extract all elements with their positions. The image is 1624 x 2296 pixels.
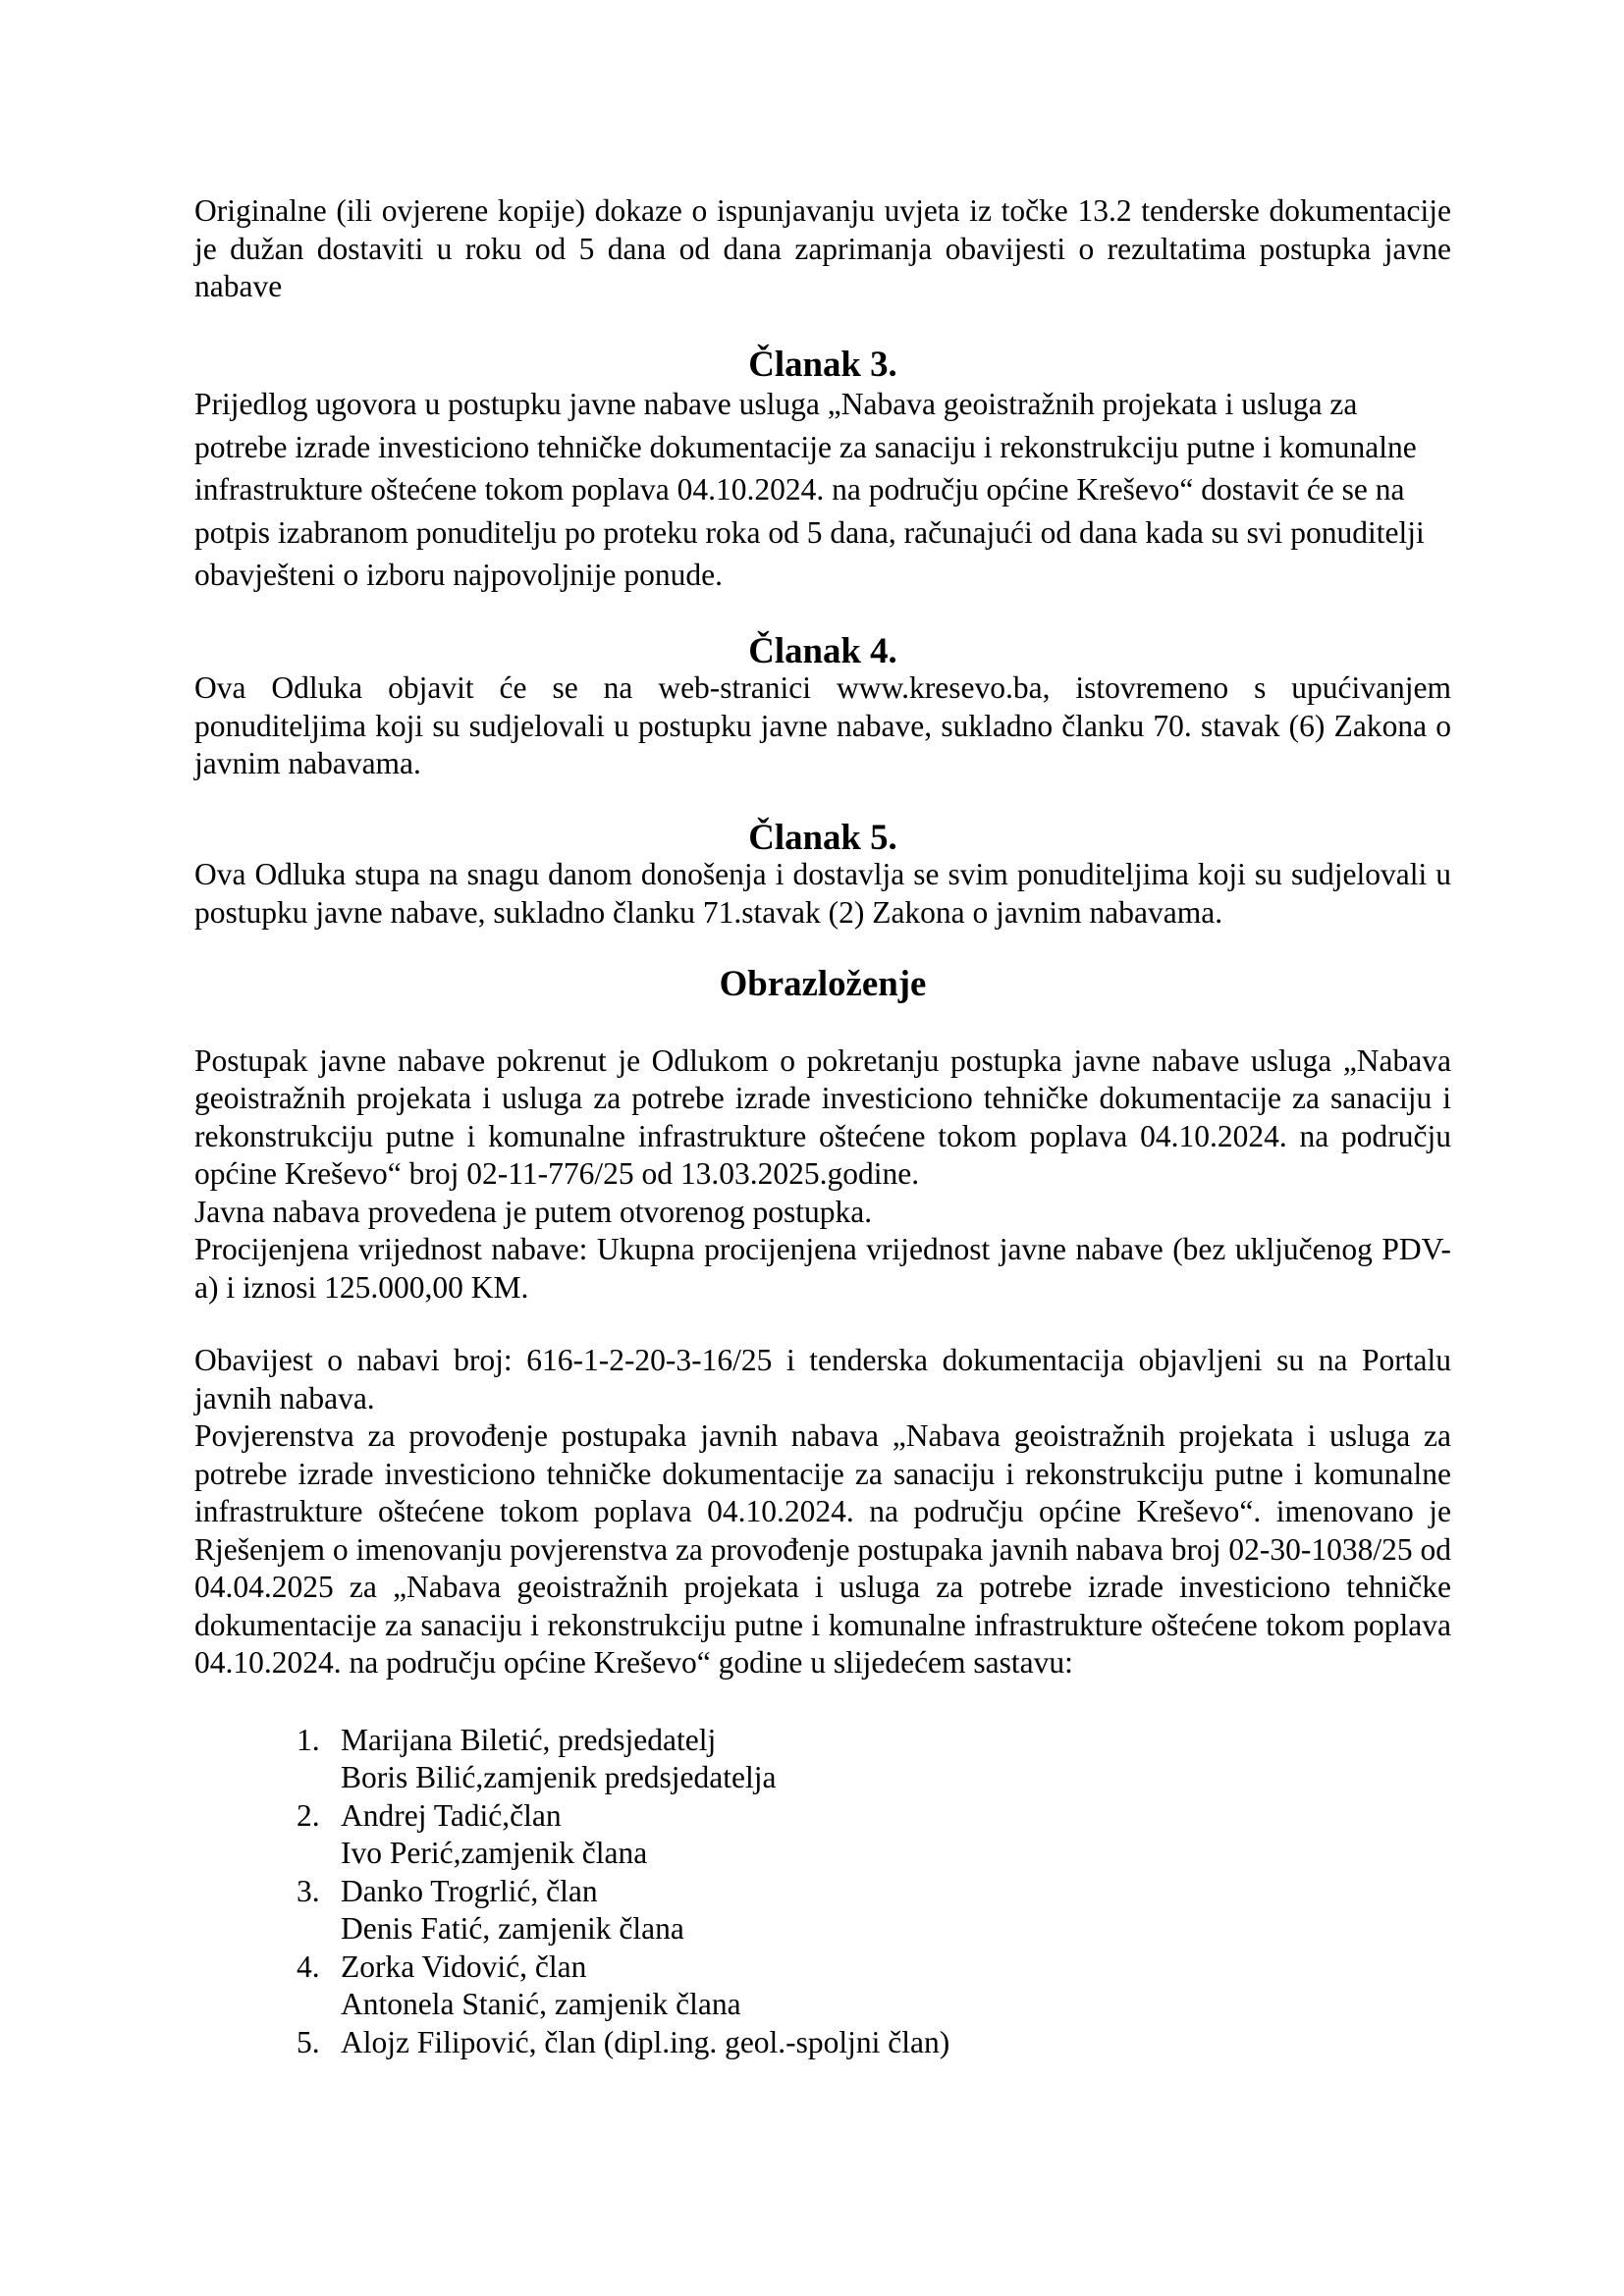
intro-paragraph: Originalne (ili ovjerene kopije) dokaze o ispunjavanju uvjeta iz točke 13.2 tenderske dokumentacije je dužan dostaviti u roku od 5 dana od dana zaprimanja obavijesti o rezultatima postupka javne nabave [194,193,1451,303]
article-5-heading: Članak 5. [748,816,897,857]
member-name: Marijana Biletić, predsjedatelj [341,1722,717,1757]
member-name: Alojz Filipović, član (dipl.ing. geol.-spoljni član) [341,2024,950,2059]
deputy-name: Boris Bilić,zamjenik predsjedatelja [341,1760,777,1794]
list-item-number: 3. [297,1873,320,1908]
member-name: Andrej Tadić,član [341,1797,562,1833]
article-5-text: Ova Odluka stupa na snagu danom donošenja i dostavlja se svim ponuditeljima koji su sudjelovali u postupku javne nabave, sukladno članku 71.stavak (2) Zakona o javnim nabavama. [194,857,1451,930]
list-item [297,1797,1451,1873]
document-page [194,192,1451,2061]
list-item [297,2024,1451,2062]
article-3-heading: Članak 3. [748,343,897,384]
list-item-number: 2. [297,1797,320,1833]
rationale-paragraph-3: Procijenjena vrijednost nabave: Ukupna procijenjena vrijednost javne nabave (bez uključenog PDV-a) i iznosi 125.000,00 KM. [194,1232,1451,1305]
member-name: Zorka Vidović, član [341,1949,587,1984]
deputy-name: Denis Fatić, zamjenik člana [341,1911,684,1946]
list-item-number: 5. [297,2024,320,2059]
rationale-paragraph-1: Postupak javne nabave pokrenut je Odlukom o pokretanju postupka javne nabave usluga „Nabava geoistražnih projekata i usluga za potrebe izrade investiciono tehničke dokumentacije za sanaciju i rekonstrukciju putne i komunalne infrastrukture oštećene tokom poplava 04.10.2024. na području općine Kreševo“ broj 02-11-776/25 od 13.03.2025.godine. [194,1042,1451,1191]
list-item [297,1722,1451,1797]
list-item-number: 1. [297,1722,320,1757]
rationale-paragraph-4: Obavijest o nabavi broj: 616-1-2-20-3-16/25 i tenderska dokumentacija objavljeni su na Portalu javnih nabava. [194,1343,1451,1415]
rationale-paragraph-5: Povjerenstva za provođenje postupaka javnih nabava „Nabava geoistražnih projekata i usluga za potrebe izrade investiciono tehničke dokumentacije za sanaciju i rekonstrukciju putne i komunalne infrastrukture oštećene tokom poplava 04.10.2024. na području općine Kreševo“. imenovano je Rješenjem o imenovanju povjerenstva za provođenje postupaka javnih nabava broj 02-30-1038/25 od 04.04.2025 za „Nabava geoistražnih projekata i usluga za potrebe izrade investiciono tehničke dokumentacije za sanaciju i rekonstrukciju putne i komunalne infrastrukture oštećene tokom poplava 04.10.2024. na području općine Kreševo“ godine u slijedećem sastavu: [194,1418,1451,1680]
article-3-text: Prijedlog ugovora u postupku javne nabave usluga „Nabava geoistražnih projekata i usluga za potrebe izrade investiciono tehničke dokumentacije za sanaciju i rekonstrukciju putne i komunalne infrastrukture oštećene tokom poplava 04.10.2024. na području općine Kreševo“ dostavit će se na potpis izabranom ponuditelju po proteku roka od 5 dana, računajući od dana kada su svi ponuditelji obavješteni o izboru najpovoljnije ponude. [194,387,1425,592]
list-item [297,1949,1451,2024]
rationale-paragraph-2: Javna nabava provedena je putem otvorenog postupka. [194,1194,873,1229]
deputy-name: Antonela Stanić, zamjenik člana [341,1987,741,2021]
member-name: Danko Trogrlić, član [341,1873,598,1908]
article-4-heading: Članak 4. [748,629,897,670]
article-4-text: Ova Odluka objavit će se na web-stranici www.kresevo.ba, istovremeno s upućivanjem ponuditeljima koji su sudjelovali u postupku javne nabave, sukladno članku 70. stavak (6) Zakona o javnim nabavama. [194,670,1451,780]
rationale-heading: Obrazloženje [719,963,927,1003]
list-item-number: 4. [297,1949,320,1984]
committee-members-list [194,1722,1451,2062]
deputy-name: Ivo Perić,zamjenik člana [341,1836,648,1870]
list-item [297,1873,1451,1949]
